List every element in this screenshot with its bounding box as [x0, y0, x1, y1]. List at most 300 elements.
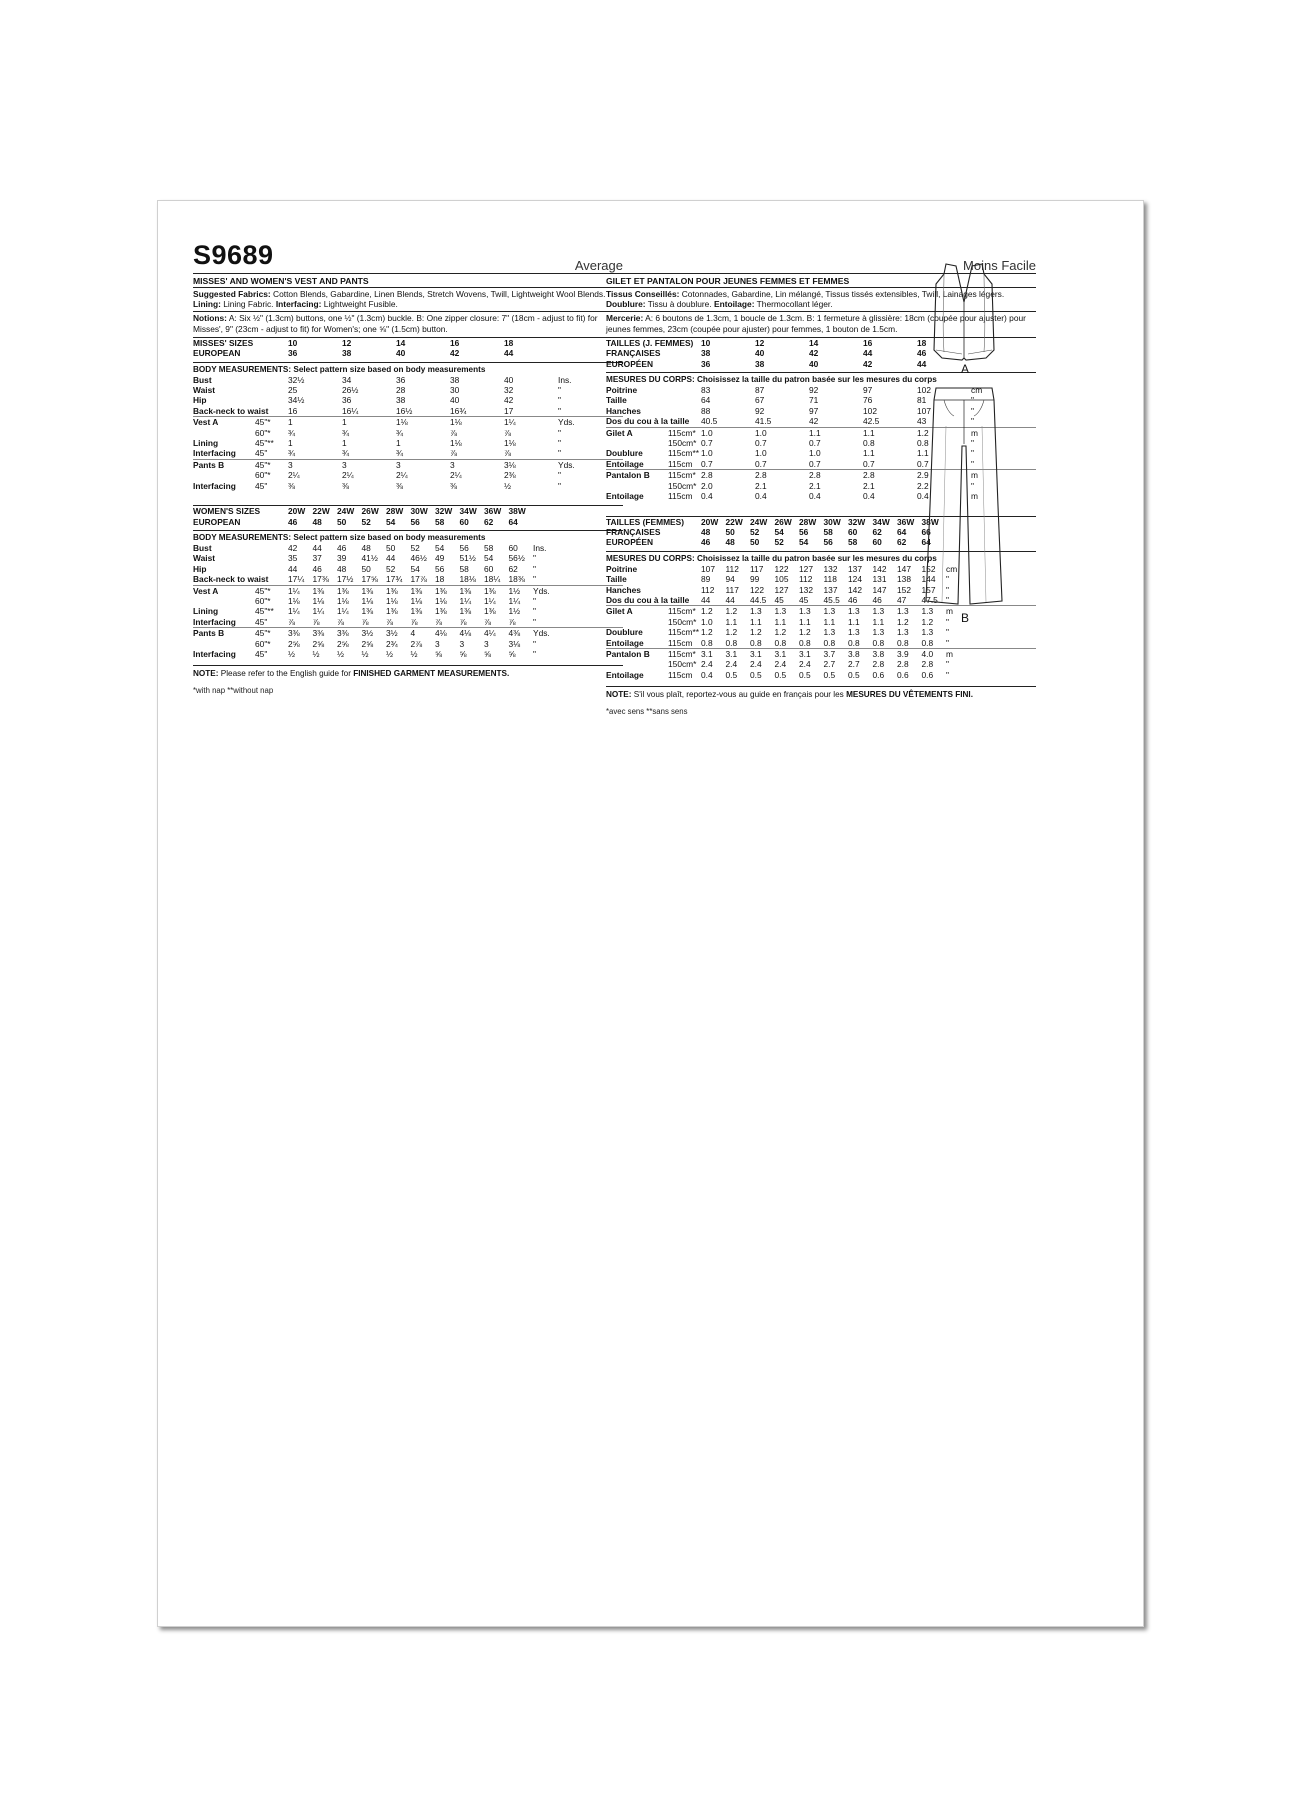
cell: " — [558, 480, 561, 491]
yardage-row — [606, 638, 1036, 648]
cell: 30W — [823, 516, 841, 527]
cell: 50 — [725, 526, 735, 537]
cell: " — [558, 448, 561, 459]
cell: 2⅝ — [288, 638, 300, 649]
cell: 30 — [450, 385, 460, 396]
cell: 87 — [755, 385, 765, 396]
cell: m — [971, 470, 978, 481]
cell: 0.7 — [701, 458, 713, 469]
cell: 17½ — [337, 574, 354, 585]
cell: ¾ — [342, 448, 349, 459]
cell: 0.4 — [863, 491, 875, 502]
cell: 34W — [459, 506, 477, 517]
cell: 38 — [396, 395, 406, 406]
cell: 1⅜ — [312, 585, 325, 596]
cell: 66 — [921, 526, 931, 537]
yardage-group — [193, 416, 623, 459]
english-note: NOTE: Please refer to the English guide for FINISHED GARMENT MEASUREMENTS. — [193, 665, 623, 678]
cell: 45 — [774, 594, 784, 605]
cell: 2.1 — [755, 480, 767, 491]
fabrics-paragraph: Suggested Fabrics: Cotton Blends, Gabardine, Linen Blends, Stretch Wovens, Twill, Lightweight Wool Blends. Lining: Lining Fabric. Interfacing: Lightweight Fusible. — [193, 287, 623, 311]
cell: 3⅜ — [288, 628, 300, 639]
yardage-group — [606, 648, 1036, 680]
row-label: TAILLES (J. FEMMES) — [606, 337, 694, 348]
row-label — [193, 639, 255, 649]
pattern-title-fr: GILET ET PANTALON POUR JEUNES FEMMES ET FEMMES — [606, 276, 850, 286]
cell: 3⅜ — [337, 628, 349, 639]
yardage-row — [193, 628, 623, 638]
cell: 3 — [484, 638, 489, 649]
cell: ⅞ — [410, 616, 418, 627]
cell: 4⅛ — [435, 628, 447, 639]
yardage-row — [193, 596, 623, 606]
cell: 3⅛ — [504, 459, 516, 470]
cell: 52 — [361, 516, 371, 527]
cell: 3.1 — [725, 648, 738, 659]
european-row — [193, 517, 623, 527]
cell: 18¼ — [484, 574, 501, 585]
cell: " — [558, 427, 561, 438]
measurement-row — [193, 375, 623, 385]
cell: " — [558, 405, 561, 416]
row-label — [193, 596, 255, 606]
yardage-row — [606, 627, 1036, 637]
cell: 0.4 — [701, 491, 713, 502]
cell: " — [558, 438, 561, 449]
cell — [255, 375, 288, 385]
cell: 1.1 — [799, 616, 811, 627]
cell — [255, 564, 288, 574]
cell: 1.1 — [848, 616, 860, 627]
cell: 3.7 — [823, 648, 836, 659]
cell: 2.4 — [725, 659, 738, 670]
cell: Ins. — [558, 374, 572, 385]
cell — [255, 574, 288, 584]
cell: " — [946, 669, 949, 680]
cell: 107 — [917, 405, 931, 416]
cell: 131 — [872, 574, 887, 585]
cell: 3½ — [386, 628, 398, 639]
cell: 2¼ — [450, 470, 462, 481]
cell: 94 — [725, 574, 735, 585]
cell: 24W — [750, 516, 768, 527]
cell: 1.2 — [725, 627, 738, 638]
cell: ⅞ — [504, 427, 511, 438]
cell: 1¼ — [504, 417, 516, 428]
cell: 16½ — [396, 405, 413, 416]
cell: 42 — [863, 358, 873, 369]
cell: 26W — [361, 506, 379, 517]
cell: 1.1 — [872, 616, 885, 627]
cell: ⅞ — [508, 616, 516, 627]
cell: 60 — [872, 537, 882, 548]
cell: 36 — [342, 395, 352, 406]
cell: 37 — [312, 553, 322, 564]
cell: 16¼ — [342, 405, 359, 416]
cell — [255, 395, 288, 405]
cell: 0.8 — [863, 438, 875, 449]
cell: 58 — [484, 542, 494, 553]
cell: 58 — [848, 537, 858, 548]
cell: 42 — [288, 542, 298, 553]
cell: 58 — [459, 563, 469, 574]
cell: 40 — [755, 348, 765, 359]
cell: ½ — [337, 648, 344, 659]
cell: 36W — [484, 506, 502, 517]
cell: 22W — [312, 506, 330, 517]
row-label: Entoilage — [606, 637, 644, 648]
pants-label: B — [960, 611, 969, 625]
cell: 45"* — [255, 628, 271, 639]
cell: 38 — [342, 348, 352, 359]
cell: 1.2 — [774, 627, 787, 638]
cell: 1⅜ — [484, 585, 496, 596]
cell: 137 — [848, 563, 862, 574]
cell: 67 — [755, 395, 765, 406]
cell: 132 — [799, 584, 813, 595]
cell: " — [558, 470, 561, 481]
cell: 56 — [823, 537, 833, 548]
cell: 46 — [312, 563, 322, 574]
cell: 1 — [288, 438, 293, 449]
cell — [668, 385, 701, 395]
cell: 56 — [435, 563, 445, 574]
cell: 115cm* — [668, 427, 696, 438]
cell: 0.5 — [799, 669, 811, 680]
cell: 1⅛ — [410, 595, 423, 606]
cell: 20W — [288, 506, 306, 517]
row-label: Hip — [193, 395, 207, 406]
cell: 1.2 — [701, 606, 713, 617]
cell — [668, 416, 701, 426]
cell: 28W — [386, 506, 404, 517]
cell: 0.5 — [750, 669, 762, 680]
cell: 60"* — [255, 427, 271, 438]
difficulty-level-fr: Moins Facile — [963, 258, 1036, 273]
yardage-row — [606, 649, 1036, 659]
cell: 3.1 — [701, 648, 713, 659]
cell: 64 — [701, 395, 711, 406]
cell: 89 — [701, 574, 711, 585]
cell: ½ — [361, 648, 369, 659]
cell: 0.7 — [701, 438, 713, 449]
cell: 50 — [361, 563, 371, 574]
cell: " — [946, 659, 949, 670]
cell: 44 — [288, 563, 298, 574]
cell: 2.4 — [701, 659, 713, 670]
cell: 16 — [450, 337, 460, 348]
cell: 1⅜ — [361, 585, 374, 596]
cell: 150cm* — [668, 480, 697, 491]
cell: 1¼ — [288, 585, 300, 596]
cell: 47 — [897, 594, 907, 605]
cell: 12 — [755, 337, 765, 348]
cell: 137 — [823, 584, 838, 595]
cell: 1.1 — [863, 448, 875, 459]
row-label: EUROPEAN — [193, 516, 241, 527]
cell: Yds. — [533, 585, 550, 596]
cell: 1¼ — [484, 595, 496, 606]
cell: 1⅜ — [484, 606, 496, 617]
cell: 10 — [701, 337, 711, 348]
yardage-row — [193, 438, 623, 448]
cell: 1.3 — [823, 606, 836, 617]
yardage-row — [193, 460, 623, 470]
cell: 152 — [897, 584, 911, 595]
cell: 45" — [255, 480, 268, 491]
body-measurements-header: MESURES DU CORPS: Choisissez la taille du patron basée sur les mesures du corps — [606, 551, 1036, 564]
cell: 38 — [701, 348, 711, 359]
cell: 1⅛ — [435, 595, 447, 606]
row-label: Gilet A — [606, 427, 633, 438]
size-header — [193, 337, 623, 359]
cell: 118 — [823, 574, 837, 585]
cell: 56 — [459, 542, 469, 553]
cell: 54 — [774, 526, 784, 537]
cell: 2⅞ — [410, 638, 423, 649]
cell: 2⅝ — [312, 638, 325, 649]
cell: 138 — [897, 574, 911, 585]
row-label: Entoilage — [606, 491, 644, 502]
cell: 46 — [337, 542, 347, 553]
cell: 48 — [725, 537, 735, 548]
pattern-title: MISSES' AND WOMEN'S VEST AND PANTS — [193, 276, 369, 286]
cell: ⅞ — [288, 616, 295, 627]
cell: 45"* — [255, 417, 271, 428]
cell: 60 — [848, 526, 858, 537]
cell: ⅞ — [504, 448, 511, 459]
row-label: EUROPEAN — [193, 348, 241, 359]
row-label: Back-neck to waist — [193, 405, 269, 416]
cell: 1.2 — [750, 627, 762, 638]
row-label: Lining — [193, 438, 219, 449]
cell: 4⅛ — [459, 628, 472, 639]
french-footnote: *avec sens **sans sens — [606, 707, 688, 717]
yardage-row — [193, 586, 623, 596]
cell: 1.1 — [863, 427, 875, 438]
cell: 1.3 — [897, 627, 909, 638]
cell — [255, 406, 288, 416]
cell: 50 — [337, 516, 347, 527]
cell: 17 — [504, 405, 514, 416]
cell: 38W — [508, 506, 526, 517]
row-label: Interfacing — [193, 448, 236, 459]
cell: ⅞ — [450, 427, 457, 438]
cell: 115cm** — [668, 448, 700, 459]
cell: 45 — [799, 594, 809, 605]
cell: 40 — [504, 374, 514, 385]
cell: 1.1 — [917, 448, 929, 459]
row-label: Doublure — [606, 448, 643, 459]
cell: 46 — [917, 348, 927, 359]
cell: 44 — [504, 348, 514, 359]
cell: 16 — [863, 337, 873, 348]
cell: ⅞ — [450, 448, 457, 459]
cell: 1.2 — [921, 616, 934, 627]
cell: 3⅛ — [508, 638, 521, 649]
cell: 58 — [435, 516, 445, 527]
cell: 147 — [897, 563, 911, 574]
cell: 0.7 — [755, 458, 767, 469]
cell: 1.2 — [725, 606, 738, 617]
cell: cm — [946, 563, 958, 574]
cell: 0.8 — [872, 637, 885, 648]
row-label: Pantalon B — [606, 648, 650, 659]
cell — [255, 543, 288, 553]
cell: 1 — [396, 438, 401, 449]
cell: 44.5 — [750, 594, 767, 605]
cell: 0.4 — [755, 491, 767, 502]
cell: 2.8 — [755, 470, 767, 481]
measurement-row — [193, 385, 623, 395]
cell: 1⅜ — [410, 585, 423, 596]
cell: 38 — [450, 374, 460, 385]
cell: 1.0 — [755, 448, 767, 459]
cell: 35 — [288, 553, 298, 564]
row-label: Pants B — [193, 628, 225, 639]
cell: 38 — [755, 358, 765, 369]
english-column — [193, 241, 623, 695]
cell: " — [971, 405, 974, 416]
cell: 147 — [872, 584, 887, 595]
cell: 42.5 — [863, 416, 880, 427]
cell: 1⅜ — [410, 606, 423, 617]
cell: 58 — [823, 526, 833, 537]
cell: 54 — [410, 563, 420, 574]
cell: 115cm — [668, 491, 693, 502]
cell: 0.5 — [774, 669, 787, 680]
cell: 0.8 — [897, 637, 909, 648]
cell: 112 — [799, 574, 813, 585]
cell: 45"** — [255, 606, 274, 617]
cell: 1.2 — [799, 627, 811, 638]
cell: 1¼ — [337, 606, 349, 617]
cell: " — [971, 416, 974, 427]
row-label: Hip — [193, 563, 207, 574]
cell: " — [946, 627, 949, 638]
cell: " — [533, 616, 536, 627]
cell: 2⅜ — [504, 470, 516, 481]
cell: " — [533, 638, 536, 649]
cell: 1.2 — [917, 427, 929, 438]
cell: 2¼ — [396, 470, 408, 481]
cell: ⅝ — [508, 648, 516, 659]
yardage-row — [606, 659, 1036, 669]
cell: " — [533, 606, 536, 617]
cell: 1⅛ — [361, 595, 374, 606]
cell: 62 — [484, 516, 494, 527]
cell: 2.8 — [897, 659, 909, 670]
pattern-code: S9689 — [193, 240, 274, 270]
row-label: Doublure — [606, 627, 643, 638]
row-label: Vest A — [193, 417, 219, 428]
cell: 54 — [435, 542, 445, 553]
cell: 64 — [508, 516, 518, 527]
cell: 71 — [809, 395, 819, 406]
cell: 0.6 — [897, 669, 909, 680]
row-label: Interfacing — [193, 648, 236, 659]
cell: 50 — [386, 542, 396, 553]
cell: 1⅜ — [386, 585, 398, 596]
row-label: TAILLES (FEMMES) — [606, 516, 685, 527]
cell: 1⅜ — [386, 606, 398, 617]
cell: 107 — [701, 563, 715, 574]
cell: 45" — [255, 448, 268, 459]
cell: 99 — [750, 574, 760, 585]
row-label: Pants B — [193, 459, 225, 470]
cell: cm — [971, 385, 983, 396]
yardage-row — [193, 417, 623, 427]
cell: 0.7 — [917, 458, 929, 469]
cell: 1.1 — [750, 616, 762, 627]
cell: 4 — [410, 628, 416, 639]
measurement-row — [193, 406, 623, 416]
measurement-row — [193, 543, 623, 553]
cell: 2.4 — [750, 659, 762, 670]
cell: ⅞ — [484, 616, 491, 627]
cell: ½ — [386, 648, 393, 659]
cell: 34W — [872, 516, 890, 527]
cell: 1⅜ — [459, 585, 472, 596]
cell: 16¾ — [450, 405, 467, 416]
cell: " — [533, 574, 536, 585]
cell: 26½ — [342, 385, 359, 396]
cell: 62 — [897, 537, 907, 548]
cell: 32 — [504, 385, 514, 396]
cell: 3 — [459, 638, 465, 649]
cell: 42 — [809, 348, 819, 359]
cell: 1.3 — [872, 606, 885, 617]
cell: 1⅜ — [459, 606, 472, 617]
cell: 0.8 — [921, 637, 934, 648]
cell: 115cm — [668, 669, 693, 680]
difficulty-level: Average — [574, 258, 623, 273]
cell: 2.9 — [917, 470, 929, 481]
cell: 36 — [396, 374, 406, 385]
cell: 60 — [484, 563, 494, 574]
cell: " — [971, 438, 974, 449]
cell: 64 — [921, 537, 931, 548]
row-label: Back-neck to waist — [193, 574, 269, 585]
cell: 81 — [917, 395, 927, 406]
row-label: MISSES' SIZES — [193, 337, 254, 348]
cell: 49 — [435, 553, 445, 564]
cell: 1.0 — [809, 448, 821, 459]
cell: 1¼ — [312, 606, 325, 617]
cell: 24W — [337, 506, 355, 517]
cell: ½ — [288, 648, 295, 659]
cell: 42 — [450, 348, 460, 359]
row-label: EUROPÉEN — [606, 358, 654, 369]
measurement-row — [193, 553, 623, 563]
cell: 2¼ — [288, 470, 300, 481]
row-label: Dos du cou à la taille — [606, 416, 690, 427]
cell: ¾ — [396, 448, 403, 459]
cell: ½ — [410, 648, 418, 659]
row-label: Hanches — [606, 405, 641, 416]
cell: 2.1 — [809, 480, 821, 491]
cell: 2.2 — [917, 480, 929, 491]
cell: 1.0 — [701, 427, 713, 438]
cell: 1.1 — [725, 616, 738, 627]
cell: 28W — [799, 516, 817, 527]
cell: " — [971, 448, 974, 459]
cell: 124 — [848, 574, 862, 585]
cell: " — [946, 574, 949, 585]
row-label: Entoilage — [606, 458, 644, 469]
cell: 0.8 — [774, 637, 787, 648]
cell: 17⅝ — [361, 574, 378, 585]
